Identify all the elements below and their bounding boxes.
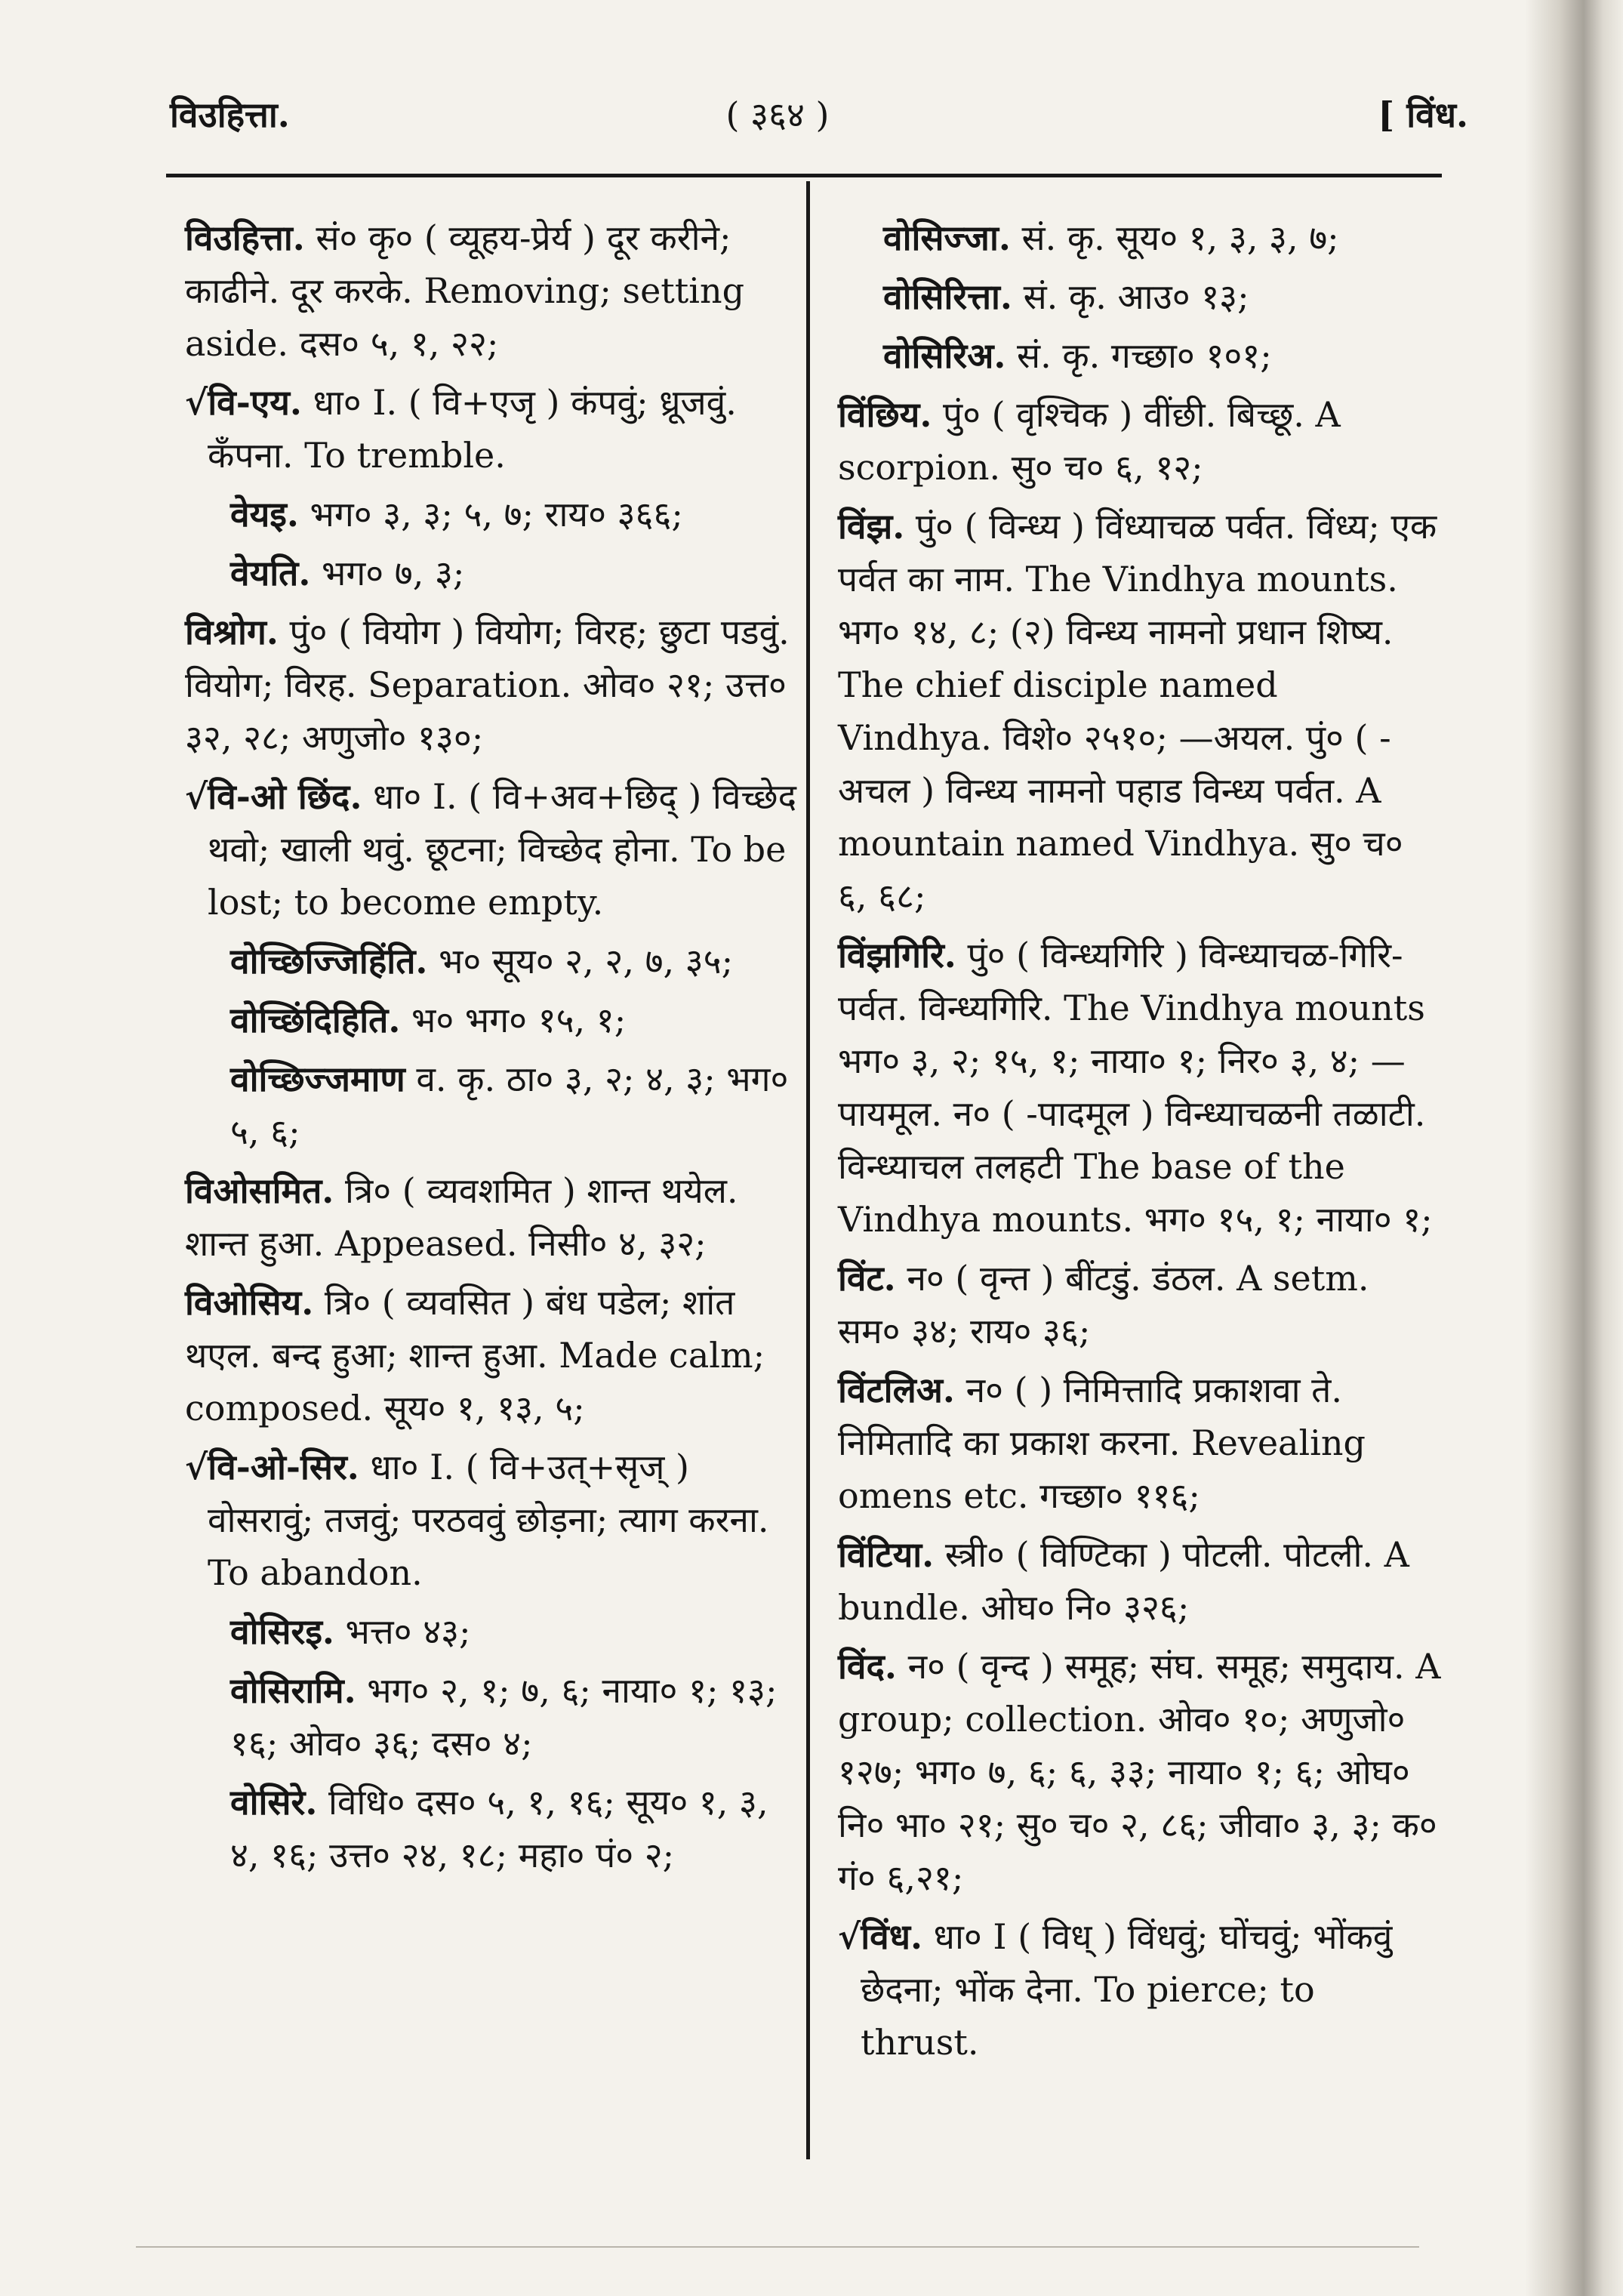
entry-definition: व. कृ. ठा० ३, २; ४, ३; भग० ५, ६; bbox=[230, 1059, 789, 1152]
entry-definition: पुं० ( विन्ध्य ) विंध्याचळ पर्वत. विंध्य; एक पर्वत का नाम. The Vindhya mounts. भग० १४, ८; (२) विन्ध्य नामनो प्रधान शिष्य. The chief disciple named Vindhya. विशे० २५१०; —अयल. पुं० ( -अचल ) विन्ध्य नामनो पहाड विन्ध्य पर्वत. A mountain named Vindhya. सु० च० ६, ६८; bbox=[838, 506, 1437, 917]
entry-headword: वोसिरिअ. bbox=[883, 335, 1006, 376]
dictionary-entry bbox=[838, 388, 1442, 494]
column-divider bbox=[806, 181, 810, 2159]
dictionary-entry bbox=[838, 211, 1442, 264]
entry-headword: विओसमित. bbox=[185, 1170, 334, 1211]
entry-headword: विंछिय. bbox=[838, 394, 932, 435]
entry-definition: स्त्री० ( विण्टिका ) पोटली. पोटली. A bundle. ओघ० नि० ३२६; bbox=[838, 1534, 1409, 1628]
bottom-scan-line bbox=[136, 2246, 1419, 2248]
entry-definition: पुं० ( विन्ध्यगिरि ) विन्ध्याचळ-गिरि-पर्वत. विन्ध्यगिरि. The Vindhya mounts भग० ३, २; १५, १; नाया० १; निर० ३, ४; —पायमूल. न० ( -पादमूल ) विन्ध्याचळनी तळाटी. विन्ध्याचल तलहटी The base of the Vindhya mounts. भग० १५, १; नाया० १; bbox=[838, 935, 1433, 1240]
entry-definition: न० ( ) निमित्तादि प्रकाशवा ते. निमितादि का प्रकाश करना. Revealing omens etc. गच्छा० ११६; bbox=[838, 1370, 1366, 1516]
entry-headword: वोच्छिंदिहिति. bbox=[230, 1000, 401, 1040]
dictionary-entry bbox=[838, 1528, 1442, 1634]
right-column bbox=[838, 211, 1442, 2075]
dictionary-entry bbox=[185, 994, 804, 1046]
entry-headword: विंझगिरि. bbox=[838, 935, 956, 975]
dictionary-entry bbox=[185, 1441, 804, 1599]
entry-headword: √वि-ओ छिंद. bbox=[185, 776, 362, 817]
dictionary-entry bbox=[838, 500, 1442, 923]
entry-headword: वोसिरे. bbox=[230, 1782, 318, 1823]
entry-headword: वेयइ. bbox=[230, 494, 299, 535]
dictionary-entry bbox=[185, 1605, 804, 1658]
entry-definition: सं० कृ० ( व्यूहय-प्रेर्य ) दूर करीने; काढीने. दूर करके. Removing; setting aside. दस० ५, १, २२; bbox=[185, 217, 745, 364]
entry-definition: धा० I ( विध् ) विंधवुं; घोंचवुं; भोंकवुं छेदना; भोंक देना. To pierce; to thrust. bbox=[861, 1916, 1393, 2063]
running-head-left: विउहित्ता. bbox=[170, 94, 290, 135]
entry-headword: विओसिय. bbox=[185, 1282, 314, 1323]
entry-headword: विश्रोग. bbox=[185, 612, 279, 652]
entry-headword: वोसिरइ. bbox=[230, 1611, 334, 1652]
dictionary-entry bbox=[185, 770, 804, 929]
entry-headword: √वि-एय. bbox=[185, 382, 302, 423]
page-number: ( ३६४ ) bbox=[725, 94, 830, 135]
entry-headword: विंझ. bbox=[838, 506, 905, 547]
entry-headword: विउहित्ता. bbox=[185, 217, 305, 258]
entry-definition: भ० भग० १५, १; bbox=[411, 1000, 627, 1040]
dictionary-entry bbox=[185, 1052, 804, 1158]
entry-definition: विधि० दस० ५, १, १६; सूय० १, ३, ४, १६; उत्त० २४, १८; महा० पं० २; bbox=[230, 1782, 768, 1875]
entry-headword: विंद. bbox=[838, 1646, 897, 1687]
header-rule bbox=[166, 174, 1442, 177]
entry-headword: √विंध. bbox=[838, 1916, 923, 1957]
dictionary-entry bbox=[185, 935, 804, 988]
dictionary-entry bbox=[185, 547, 804, 599]
page-edge-shadow bbox=[1525, 0, 1623, 2296]
dictionary-entry bbox=[838, 1640, 1442, 1904]
dictionary-entry bbox=[838, 1252, 1442, 1358]
dictionary-entry bbox=[185, 1276, 804, 1435]
entry-headword: विंटिया. bbox=[838, 1534, 935, 1575]
dictionary-entry bbox=[185, 211, 804, 370]
entry-definition: सं. कृ. गच्छा० १०१; bbox=[1017, 335, 1272, 376]
entry-definition: त्रि० ( व्यवसित ) बंध पडेल; शांत थएल. बन्द हुआ; शान्त हुआ. Made calm; composed. सूय० १, १३, ५; bbox=[185, 1282, 765, 1428]
left-column bbox=[185, 211, 804, 1888]
entry-definition: भग० ३, ३; ५, ७; राय० ३६६; bbox=[310, 494, 683, 535]
entry-headword: वोसिरित्ता. bbox=[883, 276, 1012, 317]
entry-definition: धा० I. ( वि+एजृ ) कंपवुं; ध्रूजवुं. कँपना. To tremble. bbox=[208, 382, 737, 476]
dictionary-entry bbox=[185, 488, 804, 541]
entry-definition: भग० २, १; ७, ६; नाया० १; १३; १६; ओव० ३६; दस० ४; bbox=[230, 1670, 778, 1764]
entry-definition: धा० I. ( वि+उत्+सृज् ) वोसरावुं; तजवुं; परठववुं छोड़ना; त्याग करना. To abandon. bbox=[208, 1447, 769, 1593]
dictionary-entry bbox=[185, 1164, 804, 1270]
entry-definition: न० ( वृन्त ) बींटडुं. डंठल. A setm. सम० ३४; राय० ३६; bbox=[838, 1258, 1369, 1351]
entry-headword: वोसिज्जा. bbox=[883, 217, 1011, 258]
dictionary-entry bbox=[838, 329, 1442, 382]
entry-headword: वोसिरामि. bbox=[230, 1670, 356, 1711]
entry-headword: वेयति. bbox=[230, 553, 311, 593]
entry-definition: सं. कृ. सूय० १, ३, ३, ७; bbox=[1021, 217, 1339, 258]
entry-definition: सं. कृ. आउ० १३; bbox=[1023, 276, 1249, 317]
dictionary-entry bbox=[185, 1776, 804, 1881]
dictionary-entry bbox=[838, 1364, 1442, 1522]
dictionary-entry bbox=[838, 929, 1442, 1246]
dictionary-entry bbox=[838, 1910, 1442, 2069]
entry-headword: वोच्छिज्जिहिंति. bbox=[230, 941, 428, 982]
entry-definition: भत्त० ४३; bbox=[345, 1611, 471, 1652]
running-head-right: [ विंध. bbox=[1378, 94, 1468, 135]
entry-headword: विंट. bbox=[838, 1258, 896, 1299]
dictionary-entry bbox=[838, 270, 1442, 323]
entry-headword: √वि-ओ-सिर. bbox=[185, 1447, 359, 1487]
entry-definition: त्रि० ( व्यवशमित ) शान्त थयेल. शान्त हुआ. Appeased. निसी० ४, ३२; bbox=[185, 1170, 738, 1264]
entry-definition: भ० सूय० २, २, ७, ३५; bbox=[439, 941, 734, 982]
dictionary-entry bbox=[185, 376, 804, 482]
dictionary-entry bbox=[185, 606, 804, 764]
entry-headword: विंटलिअ. bbox=[838, 1370, 955, 1410]
entry-definition: पुं० ( वृश्चिक ) वींछी. बिच्छू. A scorpion. सु० च० ६, १२; bbox=[838, 394, 1341, 488]
entry-headword: वोच्छिज्जमाण bbox=[230, 1059, 405, 1099]
dictionary-entry bbox=[185, 1664, 804, 1770]
entry-definition: भग० ७, ३; bbox=[322, 553, 465, 593]
entry-definition: न० ( वृन्द ) समूह; संघ. समूह; समुदाय. A group; collection. ओव० १०; अणुजो० १२७; भग० ७, ६; ६, ३३; नाया० १; ६; ओघ० नि० भा० २१; सु० च० २, ८६; जीवा० ३, ३; क० गं० ६,२१; bbox=[838, 1646, 1441, 1898]
entry-definition: पुं० ( वियोग ) वियोग; विरह; छुटा पडवुं. वियोग; विरह. Separation. ओव० २१; उत्त० ३२, २८; अणुजो० १३०; bbox=[185, 612, 790, 758]
entry-definition: धा० I. ( वि+अव+छिद् ) विच्छेद थवो; खाली थवुं. छूटना; विच्छेद होना. To be lost; to become empty. bbox=[208, 776, 797, 923]
